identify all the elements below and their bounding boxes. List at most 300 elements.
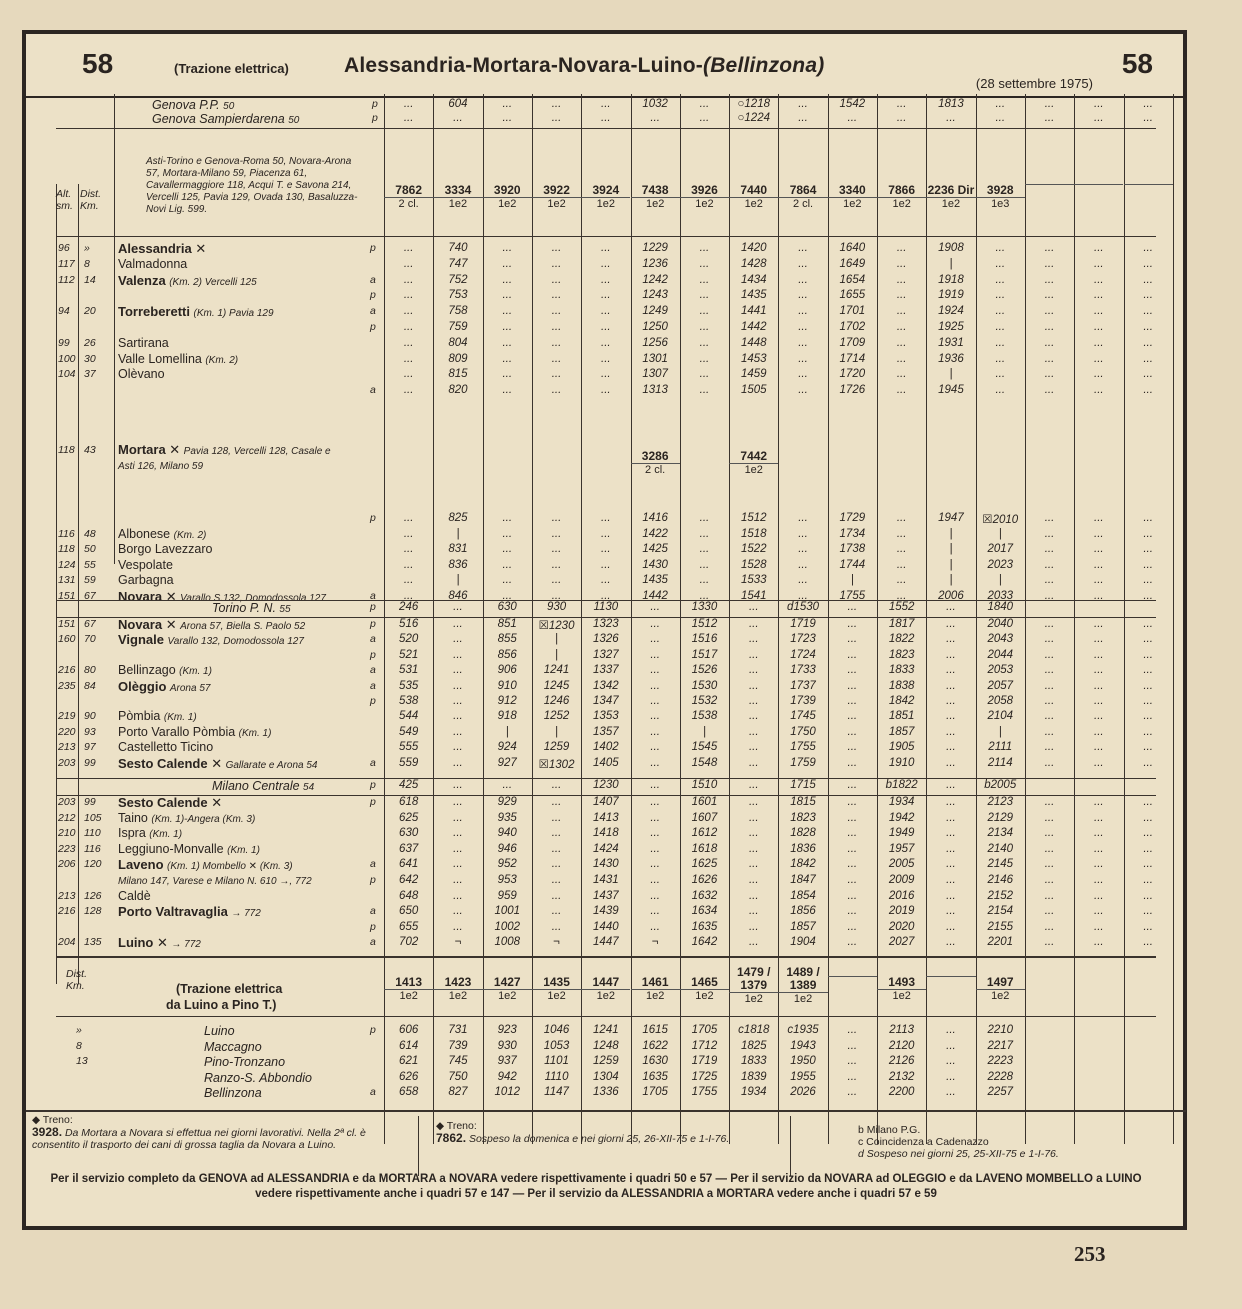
time-cell: ... [847,648,858,661]
time-cell: ... [748,679,759,692]
time-cell: ... [798,384,808,397]
time-cell: ... [847,741,858,754]
time-cell: 2201 [987,936,1014,949]
time-cell: 1839 [740,1070,767,1083]
footnote-divider [418,1116,419,1176]
time-cell: ... [453,664,463,677]
time-cell: 1943 [790,1039,816,1052]
time-cell: 2016 [888,889,915,902]
timetable-sheet [22,30,1187,1230]
time-cell: ... [1044,827,1055,840]
time-cell: ... [946,1055,956,1068]
time-cell: 1439 [593,905,619,918]
time-cell: 1719 [790,618,816,630]
time-cell: 831 [448,543,468,556]
time-cell: 2044 [987,648,1014,661]
time-cell: ... [1044,98,1055,110]
time-cell: ... [1094,574,1104,587]
time-cell: ... [551,512,562,524]
time-cell: ... [551,543,562,556]
arrival-departure-marker: a [370,384,376,397]
time-cell: ... [748,633,759,646]
train-number: 1479 / 1379 [737,965,771,992]
distance-km: 14 [84,273,96,286]
alt-header: Alt. sm. [56,188,73,212]
train-header [729,184,778,211]
time-cell: ... [502,289,513,302]
train-header [631,184,680,211]
time-cell: | [456,574,460,587]
time-cell: 1822 [888,633,915,646]
time-cell: 1630 [642,1055,668,1068]
time-cell: 1905 [888,741,915,754]
time-cell: ... [699,558,710,571]
time-cell: ... [946,633,956,646]
time-cell: ... [1094,858,1104,871]
time-cell: 1724 [790,648,816,661]
time-cell: ... [1094,633,1104,646]
time-cell: 731 [448,1024,468,1036]
time-cell: ... [650,920,660,933]
time-cell: 820 [448,384,468,397]
time-cell: ... [995,257,1006,270]
time-cell: ... [453,874,463,886]
arrival-departure-marker: p [370,796,376,808]
train-class [828,976,877,977]
col-rule-station [114,94,115,564]
time-cell: 621 [399,1055,419,1068]
time-cell: ... [453,842,463,855]
time-cell: 1750 [790,725,816,738]
train-header [433,976,482,1003]
distance-km: 48 [84,527,96,540]
time-cell: ... [748,756,759,769]
time-cell: ... [896,98,907,110]
time-cell: 1840 [987,601,1014,613]
time-cell: 630 [399,827,419,840]
time-cell: 1326 [593,633,619,646]
time-cell: ... [847,679,858,692]
time-cell: 1635 [642,1070,668,1083]
time-cell: 2113 [889,1024,915,1036]
time-cell: 1759 [790,756,816,769]
time-cell: 809 [448,352,468,365]
time-cell: ... [699,384,710,397]
time-cell: ... [1143,725,1153,738]
time-cell: ¬ [454,936,462,949]
time-cell: ... [896,112,907,124]
time-cell: ... [1044,321,1055,333]
time-cell: 1823 [888,648,915,661]
time-cell: ... [551,574,562,587]
footnote-divider [790,1116,791,1176]
time-cell: ... [1044,936,1055,949]
time-cell: ○1224 [737,112,770,124]
time-cell: ... [847,112,858,124]
table-number-right: 58 [1121,48,1153,79]
time-cell: ... [798,305,808,318]
distance-km: 8 [76,1039,82,1052]
train-class: 1e2 [926,197,975,211]
time-cell: ... [551,842,562,855]
time-cell: ... [502,257,513,270]
time-cell: ... [601,321,611,333]
train-class: 1e2 [778,992,827,1006]
train-number: 3924 [592,183,620,197]
time-cell: ... [847,695,858,707]
time-cell: 2120 [888,1039,915,1052]
arrival-departure-marker: p [370,289,376,302]
time-cell: 1243 [642,289,668,302]
time-cell: ... [1143,321,1153,333]
distance-km: 55 [84,558,96,571]
time-cell: 1012 [494,1086,521,1099]
altitude: 100 [58,352,76,365]
distance-km: 20 [84,305,96,318]
time-cell: ... [847,725,858,738]
time-cell: 1955 [790,1070,816,1083]
time-cell: 1612 [691,827,718,840]
time-cell: 1130 [593,601,619,613]
time-cell: ... [995,321,1006,333]
time-cell: ... [1044,889,1055,902]
time-cell: ... [502,305,513,318]
time-cell: 924 [497,741,517,754]
arrival-departure-marker: p [370,779,376,791]
time-cell: 2134 [987,827,1014,840]
station-name: Valmadonna [118,256,188,271]
time-cell: ... [453,648,463,661]
time-cell: ... [995,112,1006,124]
distance-km: 59 [84,574,96,587]
time-cell: ... [551,558,562,571]
time-cell: ... [1143,289,1153,302]
train-class: 2 cl. [778,197,827,211]
time-cell: ... [847,618,858,630]
time-cell: 1655 [839,289,866,302]
time-cell: 1919 [938,289,964,302]
time-cell: 1934 [888,796,915,808]
time-cell: ... [896,305,907,318]
time-cell: 1430 [642,558,668,571]
time-cell: ... [1143,936,1153,949]
time-cell: ... [1044,527,1055,540]
time-cell: 1357 [593,725,619,738]
time-cell: 846 [448,590,468,602]
time-cell: ... [748,664,759,677]
time-cell: ... [699,273,710,286]
time-cell: 1101 [544,1055,569,1068]
time-cell: ... [1044,874,1055,886]
time-cell: ... [896,273,907,286]
time-cell: ... [699,368,710,381]
time-cell: ... [551,305,562,318]
bottom-section-title: (Trazione elettrica [176,982,283,996]
time-cell: 1256 [642,336,668,349]
train-header [483,976,532,1003]
time-cell: 531 [399,664,419,677]
time-cell: 1828 [790,827,816,840]
time-cell: 1847 [790,874,816,886]
train-header [1025,184,1074,185]
distance-km: » [76,1024,82,1036]
train-number: 7442 [740,449,768,463]
arrival-departure-marker: a [370,905,376,918]
arrival-departure-marker: a [370,756,376,769]
time-cell: ... [1143,756,1153,769]
train-class: 1e2 [680,197,729,211]
time-cell: ... [946,905,956,918]
time-cell: ... [896,289,907,302]
section-rule [56,1016,1156,1017]
distance-km: 80 [84,664,96,677]
altitude: 223 [58,842,76,855]
time-cell: 2020 [888,920,915,933]
time-cell: ... [896,336,907,349]
time-cell: ... [601,574,611,587]
time-cell: 1431 [593,874,619,886]
time-cell: ... [1094,905,1104,918]
altitude: 219 [58,710,76,723]
time-cell: 1857 [888,725,915,738]
time-cell: ... [502,779,513,791]
train-class: 2 cl. [384,197,433,211]
time-cell: 2257 [987,1086,1014,1099]
time-cell: ... [551,368,562,381]
time-cell: ... [1094,543,1104,556]
time-cell: 747 [448,257,468,270]
time-cell: 952 [497,858,517,871]
time-cell: ... [502,98,513,110]
station-name: Ispra (Km. 1) [118,826,183,841]
time-cell: 923 [497,1024,517,1036]
time-cell: ... [847,874,858,886]
station-name: Milano 147, Varese e Milano N. 610 →, 772 [118,876,312,887]
time-cell: ... [1143,384,1153,397]
time-cell: ... [699,527,710,540]
time-cell: ... [748,874,759,886]
time-cell: 2027 [888,936,915,949]
time-cell: ... [453,779,463,791]
time-cell: ... [1044,305,1055,318]
time-cell: ... [650,112,660,124]
time-cell: ... [551,590,562,602]
timetable-header [26,34,1183,98]
time-cell: 1304 [593,1070,619,1083]
time-cell: 836 [448,558,468,571]
train-header [680,976,729,1003]
traction-label: (Trazione elettrica) [174,61,289,76]
time-cell: ... [650,648,660,661]
time-cell: ... [798,289,808,302]
time-cell: ... [403,289,414,302]
time-cell: ... [946,779,956,791]
station-name: Albonese (Km. 2) [118,526,207,541]
time-cell: 1246 [543,695,570,707]
arrival-departure-marker: p [372,112,378,124]
time-cell: 929 [497,796,517,808]
station-name: Maccagno [204,1039,262,1054]
time-cell: 1720 [839,368,866,381]
time-cell: 851 [497,618,517,630]
altitude: 117 [58,257,75,270]
time-cell: 930 [497,1039,517,1052]
time-cell: 1842 [790,858,816,871]
time-cell: 940 [497,827,517,840]
distance-km: 110 [84,827,101,840]
time-cell: ... [1094,512,1104,524]
time-cell: | [456,527,460,540]
time-cell: 1001 [494,905,521,918]
time-cell: 606 [399,1024,419,1036]
time-cell: ... [847,827,858,840]
time-cell: 1734 [839,527,866,540]
train-class: 1e2 [433,989,482,1003]
time-cell: ... [551,112,562,124]
time-cell: ... [1143,305,1153,318]
time-cell: ... [650,664,660,677]
time-cell: 2026 [790,1086,816,1099]
station-name: Castelletto Ticino [118,740,214,755]
station-name: Bellinzago (Km. 1) [118,663,212,678]
time-cell: 937 [497,1055,517,1068]
time-cell: 521 [399,648,419,661]
train-class: 1e2 [483,989,532,1003]
time-cell: ... [453,905,463,918]
time-cell: ... [551,905,562,918]
time-cell: 752 [448,273,468,286]
distance-km: 67 [84,590,96,602]
time-cell: | [949,558,953,571]
time-cell: 2123 [987,796,1014,808]
time-cell: 1918 [938,273,964,286]
time-cell: 538 [399,695,419,707]
time-cell: ... [798,368,808,381]
time-cell: 758 [448,305,468,318]
time-cell: ... [453,889,463,902]
time-cell: 1737 [790,679,816,692]
time-cell: ... [650,842,660,855]
time-cell: ... [798,558,808,571]
time-cell: 1934 [740,1086,767,1099]
time-cell: ... [650,741,660,754]
time-cell: ... [748,920,759,933]
time-cell: ... [403,384,414,397]
time-cell: 1420 [740,242,767,254]
time-cell: ... [896,368,907,381]
time-cell: ... [1143,741,1153,754]
time-cell: | [949,543,953,556]
time-cell: ... [453,710,463,723]
altitude: 96 [58,242,70,254]
train-header [433,184,482,211]
distance-km: 13 [76,1055,88,1068]
time-cell: 1248 [593,1039,619,1052]
time-cell: 1702 [839,321,866,333]
time-cell: ... [453,858,463,871]
time-cell: ... [601,98,611,110]
time-cell: ... [502,384,513,397]
time-cell: ... [650,905,660,918]
arrival-departure-marker: a [370,858,376,871]
time-cell: 1518 [740,527,767,540]
time-cell: ... [650,874,660,886]
station-name: Borgo Lavezzaro [118,542,213,557]
time-cell: ... [551,779,562,791]
time-cell: 1755 [691,1086,718,1099]
time-cell: ... [896,574,907,587]
time-cell: ... [699,305,710,318]
time-cell: ... [1044,796,1055,808]
altitude: 151 [58,618,76,630]
time-cell: ... [601,512,611,524]
train-header [581,184,630,211]
time-cell: 1625 [691,858,718,871]
time-cell: 1836 [790,842,816,855]
time-cell: 2155 [987,920,1014,933]
time-cell: 1424 [593,842,619,855]
time-cell: 1347 [593,695,619,707]
time-cell: ... [946,874,956,886]
time-cell: ... [403,527,414,540]
time-cell: 855 [497,633,517,646]
time-cell: 2111 [988,741,1013,754]
altitude: 104 [58,368,76,381]
time-cell: 516 [399,618,419,630]
time-cell: ... [403,574,414,587]
train-number: 1423 [444,975,472,989]
distance-km: 128 [84,905,102,918]
page-number: 253 [1074,1242,1106,1266]
station-name: Pino-Tronzano [204,1055,286,1070]
time-cell: ... [946,1086,956,1099]
time-cell: ... [551,257,562,270]
time-cell: 1950 [790,1055,816,1068]
time-cell: ... [1094,257,1104,270]
altitude: 210 [58,827,76,840]
time-cell: 1733 [790,664,816,677]
time-cell: ... [1044,679,1055,692]
time-cell: 1413 [593,811,619,824]
arrival-departure-marker: a [370,679,376,692]
time-cell: ... [748,842,759,855]
time-cell: 555 [399,741,419,754]
train-class: 1e2 [433,197,482,211]
altitude: 131 [58,574,76,587]
bottom-section-title-2: da Luino a Pino T.) [166,998,277,1012]
time-cell: ... [748,827,759,840]
time-cell: 1532 [691,695,718,707]
time-cell: ... [453,633,463,646]
time-cell: ... [453,756,463,769]
footnote-3928: ◆ Treno: 3928. Da Mortara a Novara si effettua nei giorni lavorativi. Nella 2ª cl. è consentito il trasporto dei cani di grossa taglia da Novara a Luino. [32,1114,366,1151]
footnote-letters: b Milano P.G. c Coincidenza a Cadenazzo d Sospeso nei giorni 25, 25-XII-75 e 1-I-76. [858,1124,1059,1160]
time-cell: 1755 [790,741,816,754]
time-cell: ... [798,543,808,556]
time-cell: ... [1044,257,1055,270]
time-cell: ... [847,811,858,824]
time-cell: ... [946,1024,956,1036]
time-cell: ... [1044,242,1055,254]
time-cell: 2132 [888,1070,915,1083]
train-class: 1e2 [384,989,433,1003]
time-cell: 1528 [740,558,767,571]
time-cell: ... [748,889,759,902]
time-cell: ... [1044,352,1055,365]
time-cell: ... [1143,695,1153,707]
time-cell: | [555,633,559,646]
distance-km: 30 [84,352,96,365]
